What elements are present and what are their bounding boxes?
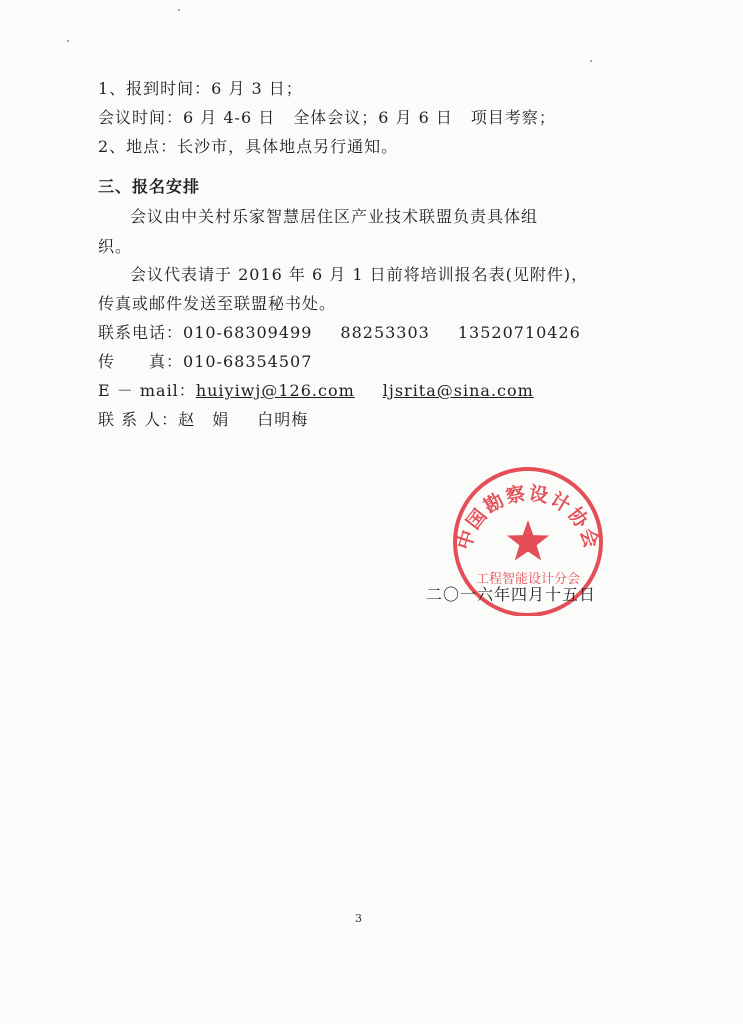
project-inspection: 项目考察； (470, 108, 556, 127)
meeting-time: 会议时间：6 月 4-6 日 (98, 108, 276, 127)
seal-inner-text: 工程智能设计分会 (475, 572, 581, 587)
contact-phone (98, 322, 581, 344)
fax-number: 010-68354507 (183, 352, 313, 371)
phone-number-2: 88253303 (340, 323, 430, 342)
email-label: E － mail： (98, 381, 196, 400)
paragraph-organizer-cont: 织。 (98, 237, 133, 256)
seal-outer-text: 中国勘察设计协会 (453, 482, 603, 553)
contact-person (98, 409, 308, 431)
contact-person-1: 赵 娟 (178, 410, 230, 429)
issue-date: 二〇一六年四月十五日 (426, 585, 597, 604)
paragraph-registration-cont: 传真或邮件发送至联盟秘书处。 (98, 294, 337, 313)
paragraph-registration: 会议代表请于 2016 年 6 月 1 日前将培训报名表(见附件)， (130, 265, 589, 284)
registration-time: 1、报到时间：6 月 3 日； (98, 79, 303, 98)
scan-speck (67, 40, 69, 42)
plenary-session: 全体会议；6 月 6 日 (293, 108, 453, 127)
contact-fax (98, 351, 312, 373)
phone-label: 联系电话： (98, 323, 184, 342)
email-link-1[interactable]: huiyiwj@126.com (195, 381, 355, 400)
contact-person-2: 白明梅 (257, 410, 309, 429)
scan-speck (178, 9, 180, 11)
email-link-2[interactable]: ljsrita@sina.com (382, 381, 534, 400)
contact-email (98, 380, 534, 402)
paragraph-organizer: 会议由中关村乐家智慧居住区产业技术联盟负责具体组 (130, 207, 539, 226)
fax-label: 传 真： (98, 352, 184, 371)
phone-number-3: 13520710426 (457, 323, 581, 342)
venue: 2、地点：长沙市，具体地点另行通知。 (98, 137, 399, 156)
seal-star-icon (507, 520, 549, 561)
meeting-time-line (98, 107, 556, 129)
page-number: 3 (355, 912, 362, 925)
scan-speck (590, 60, 592, 62)
section-heading: 三、报名安排 (98, 177, 201, 196)
phone-number-1: 010-68309499 (183, 323, 313, 342)
person-label: 联 系 人： (98, 410, 179, 429)
